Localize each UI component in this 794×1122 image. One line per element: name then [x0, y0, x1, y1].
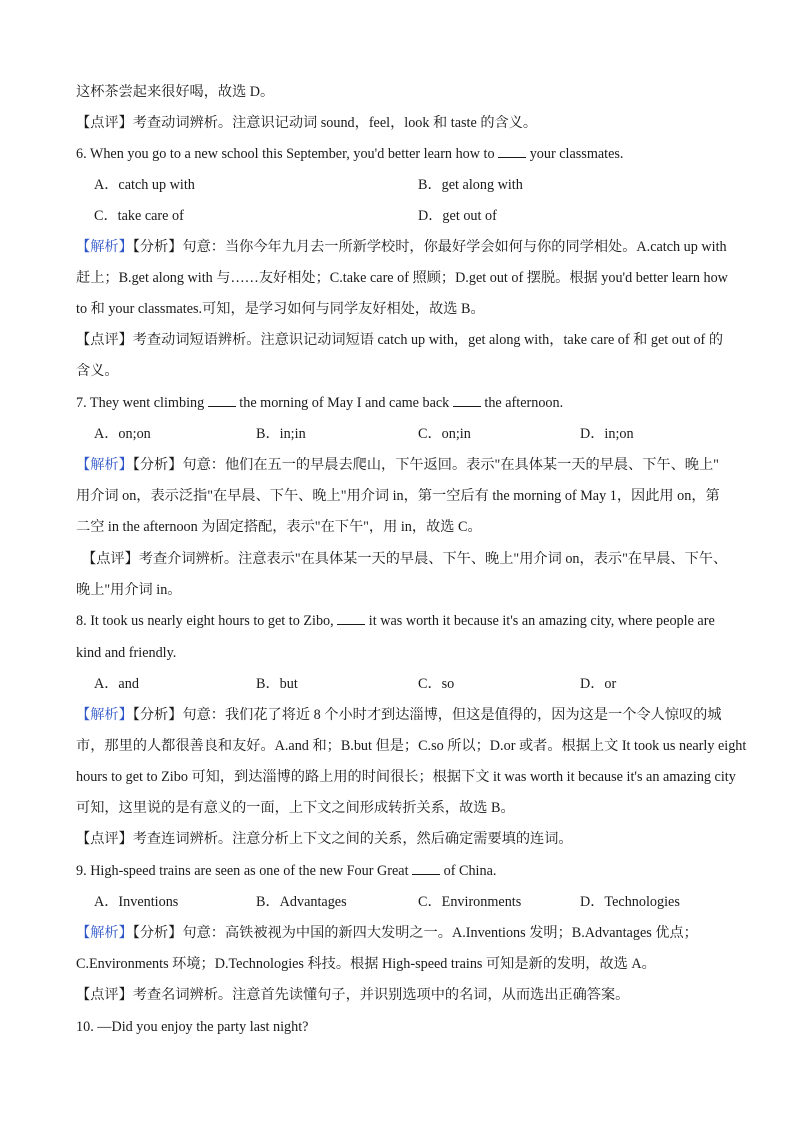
- q7-analysis-line: 二空 in the afternoon 为固定搭配，表示"在下午"，用 in，故选 C。: [76, 519, 482, 535]
- q6-analysis-line: to 和 your classmates.可知，是学习如何与同学友好相处，故选 B。: [76, 301, 485, 317]
- answer-blank: [337, 612, 365, 625]
- q6-analysis-line: 赶上；B.get along with 与……友好相处；C.take care of 照顾；D.get out of 摆脱。根据 you'd better learn how: [76, 270, 728, 286]
- q9-analysis-line: C.Environments 环境；D.Technologies 科技。根据 High-speed trains 可知是新的发明，故选 A。: [76, 956, 656, 972]
- q7-comment-line: 晚上"用介词 in。: [76, 582, 182, 598]
- q7-analysis-text: 【分析】句意：他们在五一的早晨去爬山，下午返回。表示"在具体某一天的早晨、下午、晚上": [132, 457, 719, 473]
- q6-analysis-line: [76, 237, 727, 257]
- q6-comment-line: 【点评】考查动词短语辨析。注意识记动词短语 catch up with，get along with，take care of 和 get out of 的: [76, 332, 724, 348]
- q8-analysis-text: 【分析】句意：我们花了将近 8 个小时才到达淄博，但这是值得的，因为这是一个令人惊叹的城: [132, 707, 722, 723]
- q9-option-b: B．Advantages: [256, 894, 347, 910]
- q6-option-d: D．get out of: [418, 208, 497, 224]
- q8-analysis-line: hours to get to Zibo 可知，到达淄博的路上用的时间很长；根据下文 it was worth it because it's an amazing city: [76, 769, 736, 785]
- q7-option-c: C．on;in: [418, 426, 471, 442]
- q8-analysis-line: 可知，这里说的是有意义的一面，上下文之间形成转折关系，故选 B。: [76, 800, 515, 816]
- q8-stem-text: 8. It took us nearly eight hours to get to Zibo,: [76, 613, 334, 629]
- q7-comment-line: 【点评】考查介词辨析。注意表示"在具体某一天的早晨、下午、晚上"用介词 on，表示"在早晨、下午、: [82, 551, 728, 567]
- q9-option-d: D．Technologies: [580, 894, 680, 910]
- q8-option-d: D．or: [580, 676, 617, 692]
- q7-stem-text: the afternoon.: [484, 395, 564, 411]
- answer-blank: [498, 145, 526, 158]
- q9-stem-text: 9. High-speed trains are seen as one of the new Four Great: [76, 863, 409, 879]
- q7-option-a: A．on;on: [94, 426, 151, 442]
- q7-stem-text: the morning of May I and came back: [239, 395, 450, 411]
- q8-option-a: A．and: [94, 676, 139, 692]
- q6-option-b: B．get along with: [418, 177, 523, 193]
- question-8-stem-cont: kind and friendly.: [76, 645, 177, 661]
- q6-option-a: A．catch up with: [94, 177, 195, 193]
- question-10-stem: 10. —Did you enjoy the party last night?: [76, 1019, 309, 1035]
- q8-option-b: B．but: [256, 676, 298, 692]
- q7-analysis-line: [76, 455, 719, 475]
- analysis-tag: 【解析】: [76, 925, 133, 941]
- q9-analysis-text: 【分析】句意：高铁被视为中国的新四大发明之一。A.Inventions 发明；B.Advantages 优点；: [132, 925, 698, 941]
- question-7-stem: [76, 393, 563, 413]
- q9-option-a: A．Inventions: [94, 894, 179, 910]
- analysis-tag: 【解析】: [76, 707, 133, 723]
- answer-blank: [412, 862, 440, 875]
- q6-comment-line: 含义。: [76, 363, 119, 379]
- comment-line: 【点评】考查动词辨析。注意识记动词 sound，feel，look 和 taste 的含义。: [76, 115, 538, 131]
- q8-analysis-line: 市，那里的人都很善良和友好。A.and 和；B.but 但是；C.so 所以；D.or 或者。根据上文 It took us nearly eight: [76, 738, 747, 754]
- q6-stem-end: your classmates.: [529, 146, 624, 162]
- q8-comment-line: 【点评】考查连词辨析。注意分析上下文之间的关系，然后确定需要填的连词。: [76, 831, 573, 847]
- analysis-tag: 【解析】: [76, 457, 133, 473]
- analysis-tag: 【解析】: [76, 239, 133, 255]
- q9-analysis-line: [76, 923, 698, 943]
- question-6-stem: [76, 144, 623, 164]
- q6-option-c: C．take care of: [94, 208, 184, 224]
- q8-stem-text: it was worth it because it's an amazing city, where people are: [368, 613, 715, 629]
- q8-analysis-line: [76, 705, 722, 725]
- q9-comment-line: 【点评】考查名词辨析。注意首先读懂句子，并识别选项中的名词，从而选出正确答案。: [76, 987, 630, 1003]
- question-8-stem: [76, 611, 715, 631]
- text-line: 这杯茶尝起来很好喝，故选 D。: [76, 84, 275, 100]
- answer-blank: [453, 394, 481, 407]
- q8-option-c: C．so: [418, 676, 455, 692]
- q6-analysis-text: 【分析】句意：当你今年九月去一所新学校时，你最好学会如何与你的同学相处。A.catch up with: [132, 239, 727, 255]
- q7-option-b: B．in;in: [256, 426, 306, 442]
- question-9-stem: [76, 861, 496, 881]
- q7-stem-text: 7. They went climbing: [76, 395, 205, 411]
- answer-blank: [208, 394, 236, 407]
- q9-option-c: C．Environments: [418, 894, 522, 910]
- q9-stem-text: of China.: [443, 863, 497, 879]
- q7-analysis-line: 用介词 on，表示泛指"在早晨、下午、晚上"用介词 in，第一空后有 the morning of May 1，因此用 on，第: [76, 488, 720, 504]
- q7-option-d: D．in;on: [580, 426, 634, 442]
- q6-stem-text: 6. When you go to a new school this September, you'd better learn how to: [76, 146, 495, 162]
